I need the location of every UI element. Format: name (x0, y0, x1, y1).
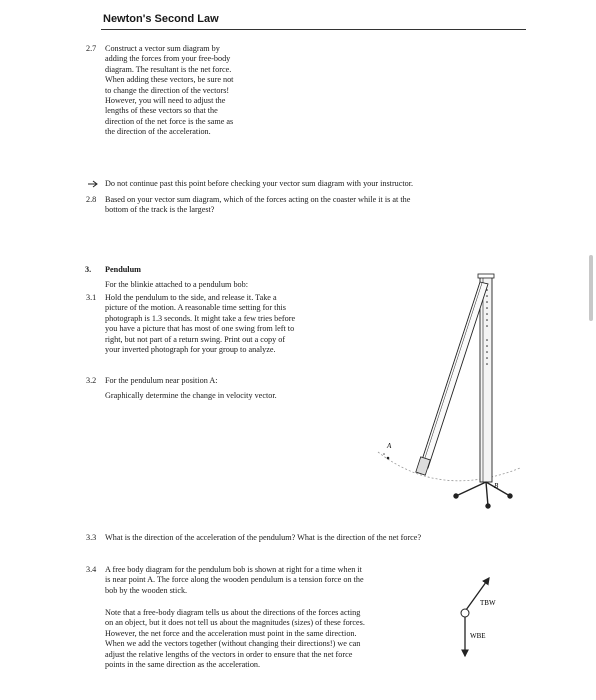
text-line: lengths of these vectors so that the (105, 106, 218, 116)
text-line: When we add the vectors together (without changing their directions!) we can (105, 639, 361, 649)
text-line: Based on your vector sum diagram, which of the forces acting on the coaster while it is at the (105, 195, 411, 204)
section-3-1-text (105, 293, 375, 355)
text-line: bob by the wooden stick. (105, 585, 188, 595)
text-line: on an object, but it does not tell us about the magnitudes (sizes) of these forces. (105, 618, 365, 628)
section-3-2-line1: For the pendulum near position A: (105, 376, 218, 385)
point-a-label: A (387, 442, 392, 450)
section-2-8-text (105, 195, 535, 216)
text-line: photograph is 1.3 seconds. It might take a few tries before (105, 313, 296, 323)
section-3-4-text (105, 565, 460, 596)
section-number-3-3: 3.3 (86, 533, 97, 542)
pendulum-rod (416, 282, 488, 475)
pendulum-base (454, 482, 512, 508)
text-line: points in the same direction as the acceleration. (105, 660, 261, 670)
trail-dot (383, 453, 385, 455)
text-line: diagram. The resultant is the net force. (105, 64, 232, 74)
point-a-marker (387, 457, 390, 460)
section-number-3: 3. (85, 265, 92, 274)
text-line: A free body diagram for the pendulum bob is shown at right for a time when it (105, 565, 362, 574)
section-3-4-note (105, 608, 460, 670)
section-number-2-7: 2.7 (86, 44, 97, 53)
tension-label: TBW (480, 599, 496, 607)
text-line: adding the forces from your free-body (105, 54, 231, 64)
scrollbar-thumb[interactable] (589, 255, 593, 321)
text-line: to change the direction of the vectors! (105, 85, 230, 95)
text-line: Note that a free-body diagram tells us about the directions of the forces acting (105, 608, 361, 617)
text-line: picture of the motion. A reasonable time setting for this (105, 303, 286, 313)
page-title: Newton's Second Law (103, 13, 219, 25)
section-number-3-1: 3.1 (86, 293, 97, 302)
checkpoint-text: Do not continue past this point before checking your vector sum diagram with your instructor. (105, 179, 414, 188)
text-line: direction of the net force is the same as (105, 116, 234, 126)
section-number-2-8: 2.8 (86, 195, 97, 204)
free-body-diagram (455, 570, 525, 665)
section-3-heading: Pendulum (105, 265, 141, 274)
section-number-3-2: 3.2 (86, 376, 97, 385)
text-line: However, the net force and the acceleration must point in the same direction. (105, 628, 357, 638)
section-3-intro: For the blinkie attached to a pendulum bob: (105, 280, 249, 289)
arrow-right-icon (87, 180, 99, 188)
text-line: right, but not part of a return swing. Print out a copy of (105, 334, 286, 344)
section-2-7-text (105, 44, 315, 138)
point-b-label: B (494, 482, 499, 490)
weight-label: WBE (470, 632, 486, 640)
section-3-3-text: What is the direction of the acceleration of the pendulum? What is the direction of the net force? (105, 533, 422, 542)
section-number-3-4: 3.4 (86, 565, 97, 574)
section-3-2-line2: Graphically determine the change in velocity vector. (105, 391, 277, 400)
pendulum-bob (461, 609, 469, 617)
header-rule (101, 29, 526, 30)
text-line: you have a picture that has most of one swing from left to (105, 324, 295, 334)
text-line: When adding these vectors, be sure not (105, 75, 234, 85)
text-line: adjust the relative lengths of the vectors in order to ensure that the net force (105, 649, 353, 659)
text-line: the direction of the acceleration. (105, 127, 211, 137)
pendulum-figure (360, 270, 530, 520)
text-line: Hold the pendulum to the side, and release it. Take a (105, 293, 277, 302)
text-line: However, you will need to adjust the (105, 96, 226, 106)
text-line: bottom of the track is the largest? (105, 205, 215, 215)
text-line: your inverted photograph for your group to analyze. (105, 345, 276, 355)
text-line: Construct a vector sum diagram by (105, 44, 220, 53)
text-line: is near point A. The force along the wooden pendulum is a tension force on the (105, 575, 364, 585)
